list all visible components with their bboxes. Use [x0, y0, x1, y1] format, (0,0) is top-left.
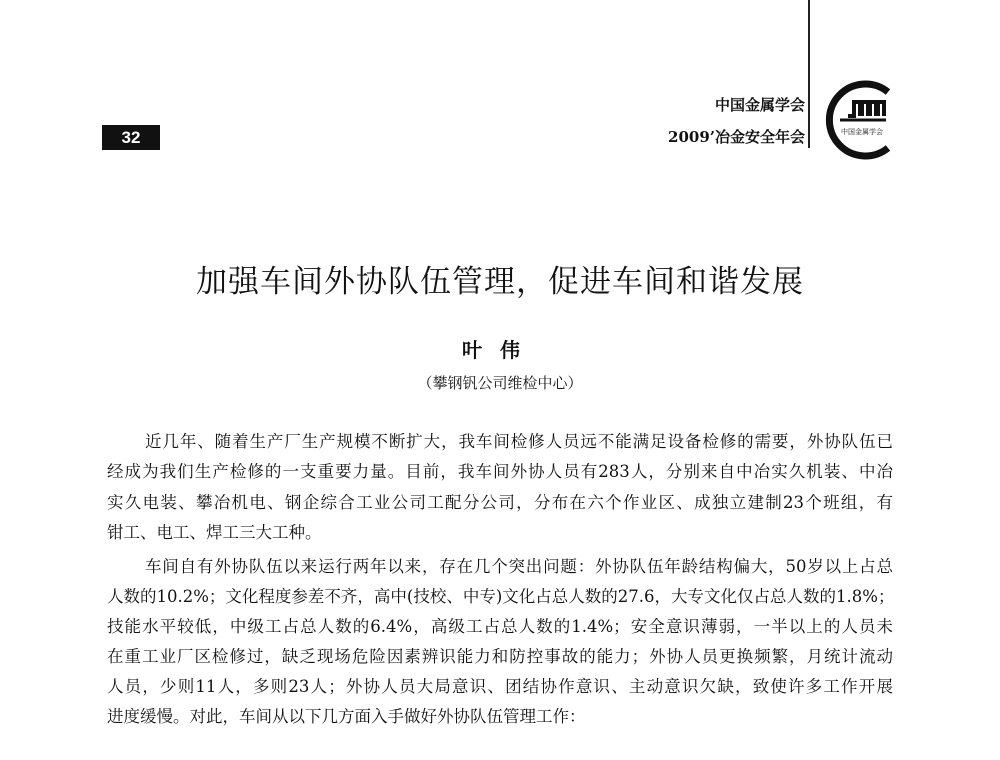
text-line: 实久电装、攀冶机电、钢企综合工业公司工配分公司，分布在六个作业区、成独立建制23个班组，有 [107, 493, 893, 512]
text-line: 在重工业厂区检修过，缺乏现场危险因素辨识能力和防控事故的能力；外协人员更换频繁，月统计流动 [107, 647, 893, 666]
society-name: 中国金属学会 [714, 96, 805, 114]
text-line: 进度缓慢。对此，车间从以下几方面入手做好外协队伍管理工作： [107, 707, 586, 726]
text-line: 人数的10.2%；文化程度参差不齐，高中(技校、中专)文化占总人数的27.6，大专文化仅占总人数的1.8%； [107, 587, 895, 606]
article-title: 加强车间外协队伍管理，促进车间和谐发展 [196, 264, 804, 300]
page-number-badge: 32 [102, 125, 160, 150]
text-line: 人员，少则11人，多则23人；外协人员大局意识、团结协作意识、主动意识欠缺，致使许多工作开展 [107, 677, 893, 696]
text-line: 钳工、电工、焊工三大工种。 [107, 523, 322, 542]
text-line: 技能水平较低，中级工占总人数的6.4%，高级工占总人数的1.4%；安全意识薄弱，一半以上的人员未 [107, 617, 893, 636]
article-author: 叶伟 [462, 338, 538, 362]
text-line: 近几年、随着生产厂生产规模不断扩大，我车间检修人员远不能满足设备检修的需要，外协队伍已 [145, 432, 893, 451]
author-affiliation: （攀钢钒公司维检中心） [417, 374, 583, 392]
society-logo-icon [818, 78, 902, 162]
svg-text:中国金属学会: 中国金属学会 [841, 128, 883, 136]
conference-name: 2009’冶金安全年会 [668, 128, 805, 146]
header-divider [808, 0, 810, 148]
text-line: 车间自有外协队伍以来运行两年以来，存在几个突出问题：外协队伍年龄结构偏大，50岁以上占总 [145, 557, 893, 576]
text-line: 经成为我们生产检修的一支重要力量。目前，我车间外协人员有283人，分别来自中冶实久机装、中冶 [107, 462, 893, 481]
